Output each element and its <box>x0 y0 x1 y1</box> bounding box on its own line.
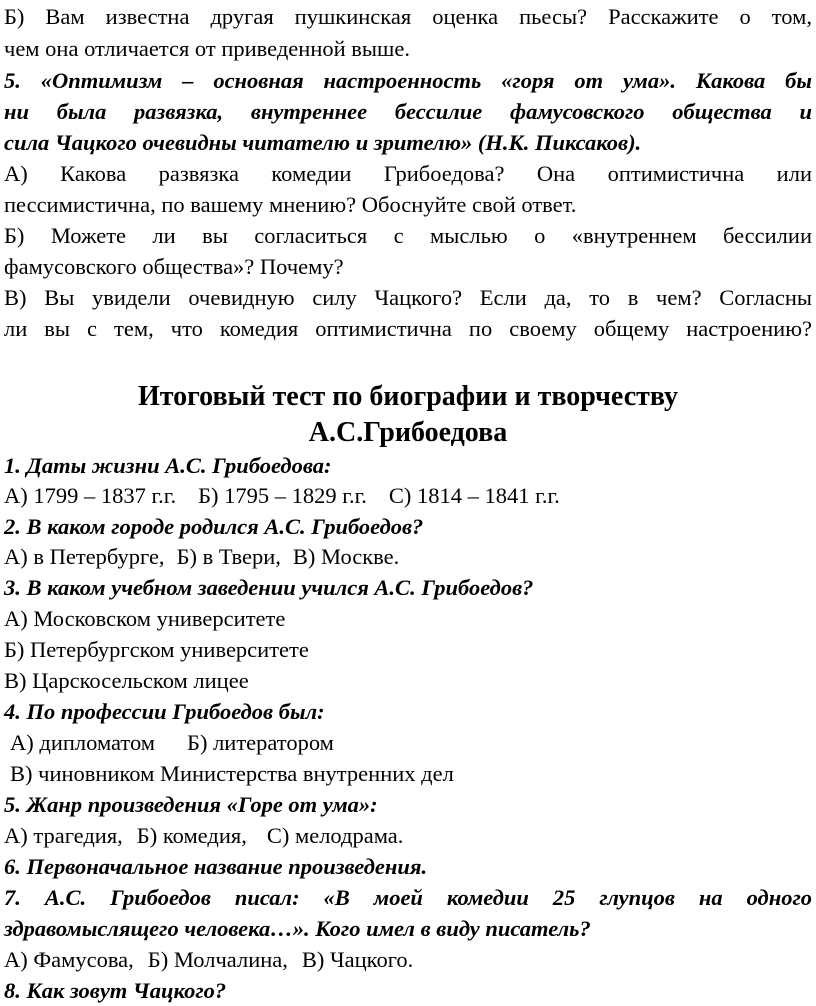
intro-b-line-2: чем она отличается от приведенной выше. <box>4 36 410 61</box>
test-question-4: 4. По профессии Грибоедов был: <box>4 699 325 724</box>
test-question-5: 5. Жанр произведения «Горе от ума»: <box>4 792 378 817</box>
test-question-2: 2. В каком городе родился А.С. Грибоедов? <box>4 514 424 539</box>
test-question-5-options <box>4 821 812 851</box>
test-title-line-2: А.С.Грибоедова <box>308 417 508 448</box>
q3-option-b: Б) Петербургском университете <box>4 637 309 662</box>
intro-b-line-1: Б) Вам известна другая пушкинская оценка пьесы? Расскажите о том, <box>4 4 812 29</box>
q1-option-b: Б) 1795 – 1829 г.г. <box>198 483 367 508</box>
test-title-line-1: Итоговый тест по биографии и творчеству <box>137 381 679 412</box>
test-question-7-options <box>4 945 812 975</box>
q5-option-c: С) мелодрама. <box>266 823 404 848</box>
test-question-2-options <box>4 542 812 572</box>
task-v-line-1: В) Вы увидели очевидную силу Чацкого? Если да, то в чем? Согласны <box>4 285 812 310</box>
q5-option-a: А) трагедия, <box>4 823 123 848</box>
q4-option-b: Б) литератором <box>187 730 334 755</box>
task-a-line-2: пессимистична, по вашему мнению? Обоснуйте свой ответ. <box>4 192 577 217</box>
q2-option-a: А) в Петербурге, <box>4 544 165 569</box>
question-5-line-3: сила Чацкого очевидны читателю и зрителю» (Н.К. Пиксаков). <box>4 130 642 155</box>
test-question-1: 1. Даты жизни А.С. Грибоедова: <box>4 453 332 478</box>
test-question-8: 8. Как зовут Чацкого? <box>4 978 227 1003</box>
test-question-7-line-1: 7. А.С. Грибоедов писал: «В моей комедии 25 глупцов на одного <box>4 885 812 910</box>
task-v-line-2: ли вы с тем, что комедия оптимистична по своему общему настроению? <box>4 316 812 341</box>
q1-option-c: С) 1814 – 1841 г.г. <box>388 483 560 508</box>
q2-option-c: В) Москве. <box>292 544 400 569</box>
test-question-7-line-2: здравомыслящего человека…». Кого имел в виду писатель? <box>4 916 591 941</box>
q3-option-a: А) Московском университете <box>4 606 286 631</box>
question-5-line-1: 5. «Оптимизм – основная настроенность «горя от ума». Какова бы <box>4 68 812 93</box>
test-question-6: 6. Первоначальное название произведения. <box>4 854 428 879</box>
task-b-line-2: фамусовского общества»? Почему? <box>4 254 344 279</box>
test-question-1-options <box>4 481 812 511</box>
test-question-4-options <box>10 728 816 758</box>
task-b-line-1: Б) Можете ли вы согласиться с мыслью о «внутреннем бессилии <box>4 223 812 248</box>
test-question-3: 3. В каком учебном заведении учился А.С. Грибоедов? <box>4 575 534 600</box>
q7-option-c: В) Чацкого. <box>301 947 414 972</box>
task-a-line-1: А) Какова развязка комедии Грибоедова? Она оптимистична или <box>4 161 812 186</box>
question-5-line-2: ни была развязка, внутреннее бессилие фамусовского общества и <box>4 99 812 124</box>
q4-option-c: В) чиновником Министерства внутренних дел <box>10 761 454 786</box>
q7-option-b: Б) Молчалина, <box>147 947 288 972</box>
q7-option-a: А) Фамусова, <box>4 947 134 972</box>
q4-option-a: А) дипломатом <box>10 730 156 755</box>
q1-option-a: А) 1799 – 1837 г.г. <box>4 483 177 508</box>
q5-option-b: Б) комедия, <box>136 823 247 848</box>
q3-option-c: В) Царскосельском лицее <box>4 668 249 693</box>
q2-option-b: Б) в Твери, <box>176 544 281 569</box>
